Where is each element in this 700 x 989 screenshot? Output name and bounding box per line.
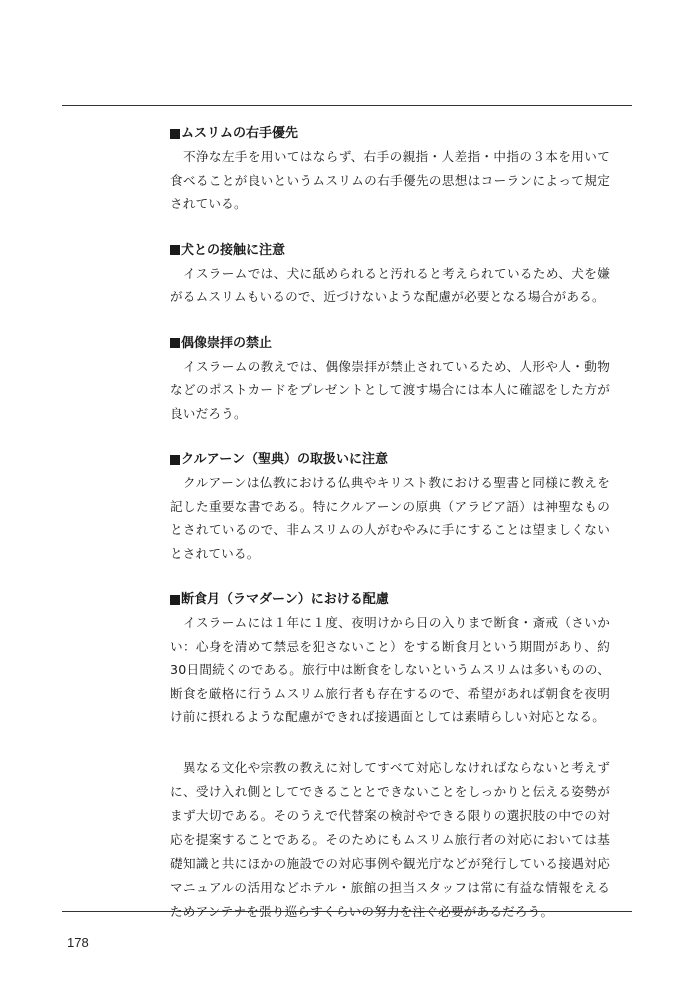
section-heading-text: 偶像崇拝の禁止	[181, 335, 273, 351]
page-number: 178	[67, 935, 89, 950]
section-heading	[170, 122, 610, 145]
closing-paragraph: 異なる文化や宗教の教えに対してすべて対応しなければならないと考えずに、受け入れ側としてできることとできないことをしっかりと伝える姿勢がまず大切である。そのうえで代替案の検討やできる限りの選択肢の中での対応を提案することである。そのためにもムスリム旅行者の対応においては基礎知識と共にほかの施設での対応事例や観光庁などが発行している接遇対応マニュアルの活用などホテル・旅館の担当スタッフは常に有益な情報をえるためアンテナを張り巡らすくらいの努力を注ぐ必要があるだろう。	[170, 759, 610, 919]
section-body: クルアーンは仏教における仏典やキリスト教における聖書と同様に教えを記した重要な書である。特にクルアーンの原典（アラビア語）は神聖なものとされているので、非ムスリムの人がむやみに手にすることは望ましくないとされている。	[170, 475, 610, 561]
black-square-icon	[170, 338, 180, 348]
top-rule	[62, 105, 632, 106]
section-right-hand	[170, 122, 610, 216]
section-ramadan	[170, 588, 610, 729]
section-heading-text: クルアーン（聖典）の取扱いに注意	[181, 452, 388, 467]
section-body: イスラームの教えでは、偶像崇拝が禁止されているため、人形や人・動物などのポストカードをプレゼントとして渡す場合には本人に確認をした方が良いだろう。	[170, 358, 610, 421]
section-quran	[170, 448, 610, 565]
closing-section	[170, 756, 610, 924]
section-heading	[170, 448, 610, 471]
black-square-icon	[170, 455, 180, 465]
section-heading	[170, 588, 610, 611]
bottom-rule	[62, 911, 632, 912]
section-heading-text: 断食月（ラマダーン）における配慮	[181, 592, 389, 607]
page-body	[170, 122, 610, 924]
section-body: イスラームには１年に１度、夜明けから日の入りまで断食・斎戒（さいかい：心身を清めて禁忌を犯さないこと）をする断食月という期間があり、約30日間続くのである。旅行中は断食をしないというムスリムは多いものの、断食を厳格に行うムスリム旅行者も存在するので、希望があれば朝食を夜明け前に摂れるような配慮ができれば接遇面としては素晴らしい対応となる。	[170, 615, 610, 724]
black-square-icon	[170, 595, 180, 605]
section-body: 不浄な左手を用いてはならず、右手の親指・人差指・中指の３本を用いて食べることが良いというムスリムの右手優先の思想はコーランによって規定されている。	[170, 149, 610, 211]
section-heading-text: ムスリムの右手優先	[181, 126, 299, 141]
section-heading-text: 犬との接触に注意	[181, 242, 286, 258]
section-heading	[170, 239, 610, 262]
section-body: イスラームでは、犬に舐められると汚れると考えられているため、犬を嫌がるムスリムもいるので、近づけないような配慮が必要となる場合がある。	[170, 265, 610, 304]
black-square-icon	[170, 245, 180, 255]
black-square-icon	[170, 129, 180, 139]
section-dogs	[170, 239, 610, 309]
section-idolatry	[170, 332, 610, 426]
section-heading	[170, 332, 610, 355]
